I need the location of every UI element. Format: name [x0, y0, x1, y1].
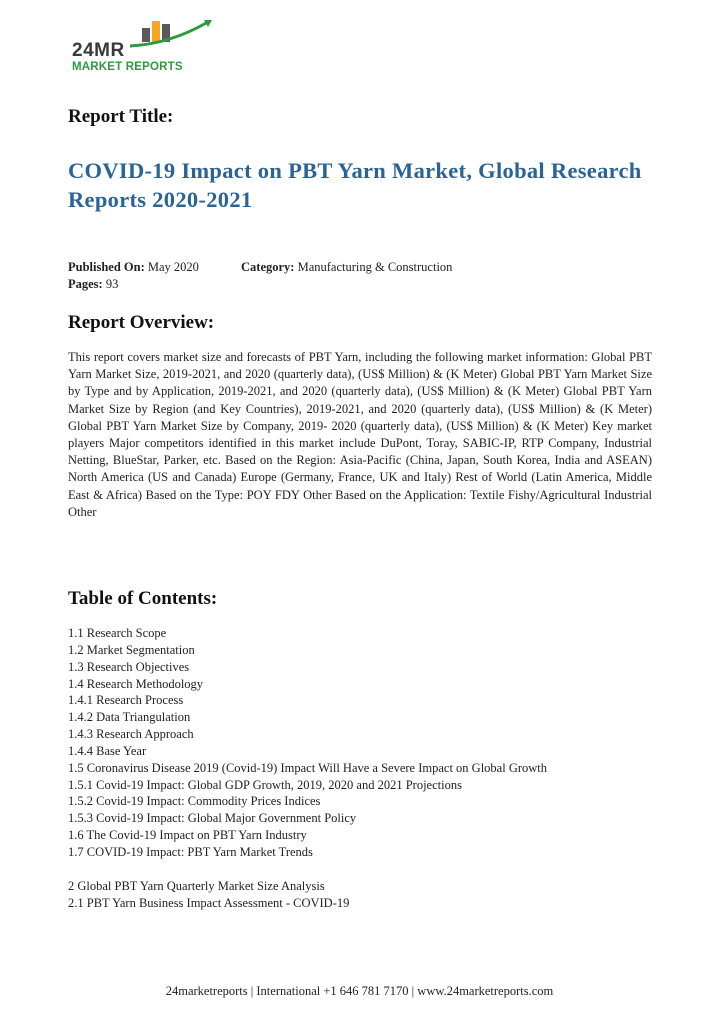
toc-item: 1.4.3 Research Approach [68, 727, 194, 742]
pages-label: Pages: [68, 277, 103, 291]
toc-item: 2.1 PBT Yarn Business Impact Assessment - COVID-19 [68, 895, 350, 910]
overview-heading: Report Overview: [68, 312, 215, 333]
toc-item: 1.4.1 Research Process [68, 693, 184, 708]
page-footer: 24marketreports | International +1 646 781 7170 | www.24marketreports.com [165, 984, 554, 998]
overview-text: This report covers market size and forecasts of PBT Yarn, including the following market information: Global PBT Yarn Market Size, 2019-2021, and 2020 (quarterly data), (US$ Million) & (K Meter) Global PBT Yarn Market Size by Type and by Application, 2019-2021, and 2020 (quarterly data), (US$ Million) & (K Meter) Global PBT Yarn Market Size by Region (and Key Countries), 2019-2021, and 2020 (quarterly data), (US$ Million) & (K Meter) Global PBT Yarn Market Size by Company, 2019- 2020 (quarterly data), (US$ Million) & (K Meter) Key market players Major competitors identified in this market include DuPont, Toray, SABIC-IP, RTP Company, Industrial Netting, BlueStar, Parker, etc. Based on the Region: Asia-Pacific (China, Japan, South Korea, India and ASEAN) North America (US and Canada) Europe (Germany, France, UK and Italy) Rest of World (Latin America, Middle East & Africa) Based on the Type: POY FDY Other Based on the Application: Textile Fishy/Agricultural Industrial Other [68, 350, 652, 519]
logo-text-market-reports: MARKET REPORTS [72, 61, 183, 73]
report-title: COVID-19 Impact on PBT Yarn Market, Global Research Reports 2020-2021 [68, 158, 642, 212]
toc-item: 1.5.2 Covid-19 Impact: Commodity Prices Indices [68, 794, 321, 809]
toc-item: 1.5 Coronavirus Disease 2019 (Covid-19) Impact Will Have a Severe Impact on Global Growth [68, 760, 548, 775]
toc-spacer [68, 861, 668, 878]
pages [68, 277, 118, 292]
toc-item: 1.4 Research Methodology [68, 676, 204, 691]
company-logo [70, 18, 220, 80]
toc-item: 1.2 Market Segmentation [68, 642, 195, 657]
toc-item: 1.3 Research Objectives [68, 659, 190, 674]
published-label: Published On: [68, 260, 145, 274]
report-title-heading: Report Title: [68, 106, 174, 127]
toc-item: 1.4.2 Data Triangulation [68, 710, 191, 725]
category [241, 260, 452, 275]
logo-text-24mr: 24MR [72, 40, 125, 61]
toc-item: 1.7 COVID-19 Impact: PBT Yarn Market Trends [68, 844, 313, 859]
toc-item: 1.5.3 Covid-19 Impact: Global Major Government Policy [68, 811, 357, 826]
pages-value: 93 [105, 277, 119, 291]
published-value: May 2020 [147, 260, 199, 274]
toc-heading: Table of Contents: [68, 588, 218, 609]
toc-item: 1.1 Research Scope [68, 626, 167, 640]
toc-item: 1.6 The Covid-19 Impact on PBT Yarn Industry [68, 828, 307, 843]
table-of-contents [68, 625, 668, 911]
category-label: Category: [241, 260, 295, 274]
category-value: Manufacturing & Construction [297, 260, 453, 274]
toc-item: 1.5.1 Covid-19 Impact: Global GDP Growth, 2019, 2020 and 2021 Projections [68, 777, 462, 792]
toc-item: 2 Global PBT Yarn Quarterly Market Size Analysis [68, 878, 325, 893]
toc-item: 1.4.4 Base Year [68, 743, 147, 758]
published-on [68, 260, 199, 275]
